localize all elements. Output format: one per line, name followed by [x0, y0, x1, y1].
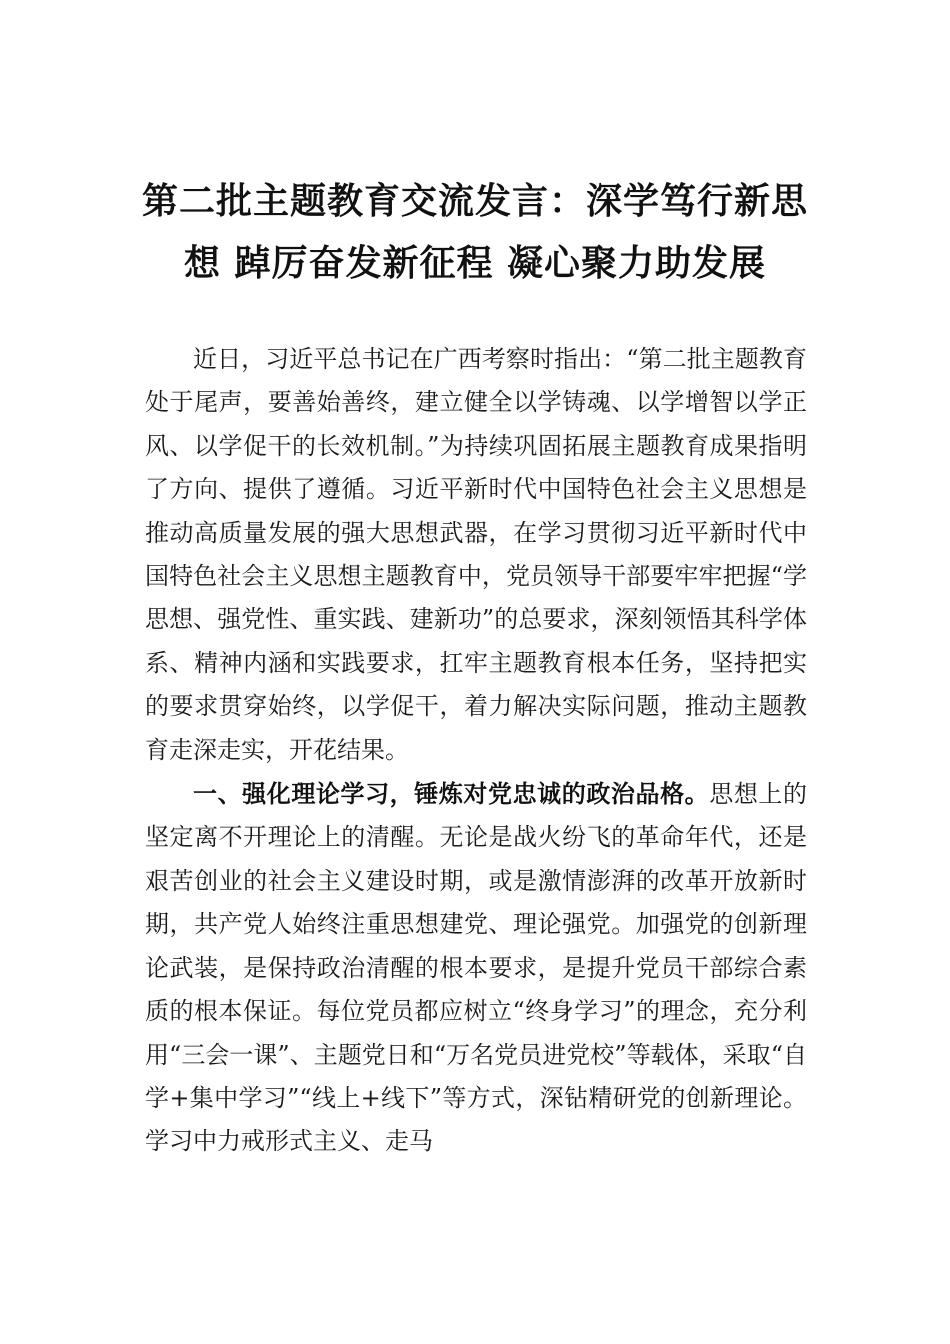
section-1-heading: 一、强化理论学习，锤炼对党忠诚的政治品格。	[193, 779, 710, 809]
section-1-text: 思想上的坚定离不开理论上的清醒。无论是战火纷飞的革命年代，还是艰苦创业的社会主义建设时期，或是激情澎湃的改革开放新时期，共产党人始终注重思想建党、理论强党。加强党的创新理论武装，是保持政治清醒的根本要求，是提升党员干部综合素质的根本保证。每位党员都应树立“终身学习”的理念，充分利用“三会一课”、主题党日和“万名党员进党校”等载体，采取“自学+集中学习”“线上+线下”等方式，深钻精研党的创新理论。学习中力戒形式主义、走马	[145, 780, 807, 1156]
section-1-paragraph	[145, 772, 807, 1164]
title-line-1: 第二批主题教育交流发言：深学笃行新思	[141, 180, 808, 222]
title-line-2: 想 踔厉奋发新征程 凝心聚力助发展	[183, 242, 767, 284]
intro-paragraph: 近日，习近平总书记在广西考察时指出：“第二批主题教育处于尾声，要善始善终，建立健全以学铸魂、以学增智以学正风、以学促干的长效机制。”为持续巩固拓展主题教育成果指明了方向、提供了遵循。习近平新时代中国特色社会主义思想是推动高质量发展的强大思想武器，在学习贯彻习近平新时代中国特色社会主义思想主题教育中，党员领导干部要牢牢把握“学思想、强党性、重实践、建新功”的总要求，深刻领悟其科学体系、精神内涵和实践要求，扛牢主题教育根本任务，坚持把实的要求贯穿始终，以学促干，着力解决实际问题，推动主题教育走深走实，开花结果。	[145, 345, 807, 764]
document-body	[145, 338, 807, 1164]
document-title	[140, 170, 810, 294]
